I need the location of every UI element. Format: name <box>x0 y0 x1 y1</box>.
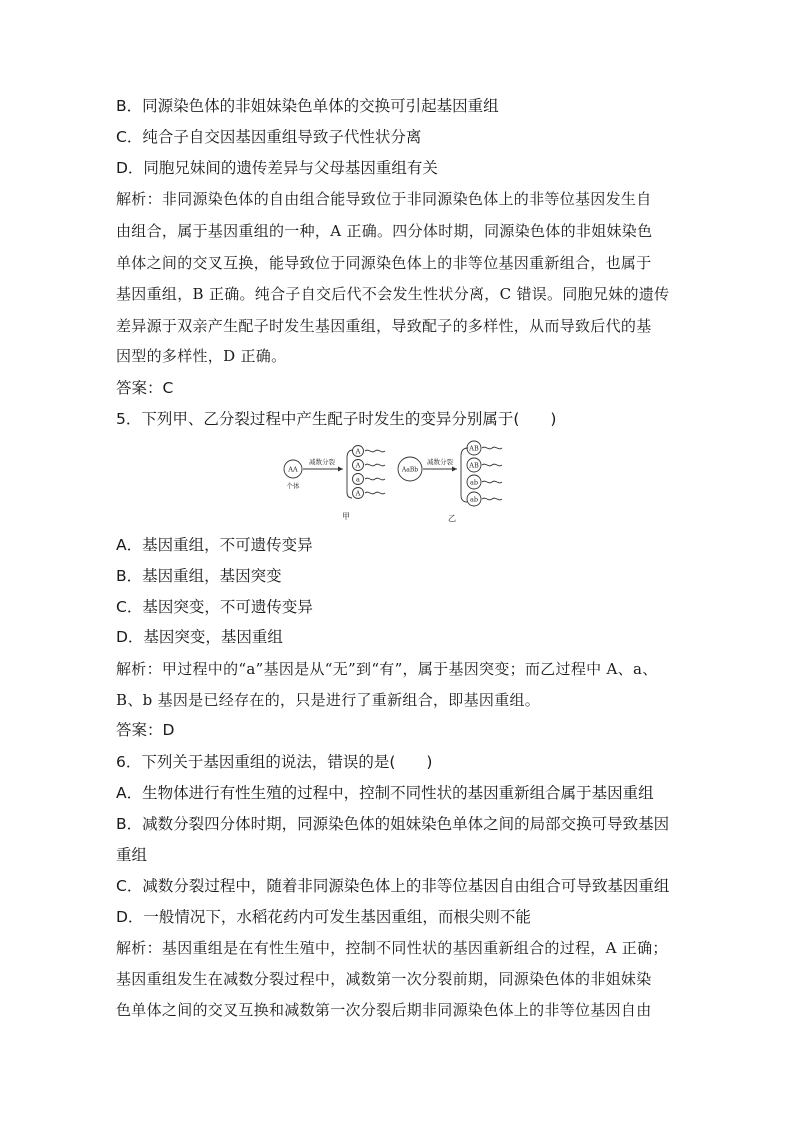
q4-analysis-line-5: 差异源于双亲产生配子时发生基因重组，导致配子的多样性，从而导致后代的基 <box>116 317 652 335</box>
q6-option-c: C．减数分裂过程中，随着非同源染色体上的非等位基因自由组合可导致基因重组 <box>116 877 670 895</box>
q5-stem: 5．下列甲、乙分裂过程中产生配子时发生的变异分别属于( ) <box>116 410 557 428</box>
right-tail-2 <box>482 464 502 466</box>
left-arrow-label: 减数分裂 <box>309 458 335 466</box>
q6-option-b-line-2: 重组 <box>116 846 148 864</box>
q6-option-b-line-1: B．减数分裂四分体时期，同源染色体的姐妹染色单体之间的局部交换可导致基因 <box>116 815 670 833</box>
q5-option-b: B．基因重组，基因突变 <box>116 567 282 585</box>
left-tail-1 <box>365 450 385 452</box>
q6-analysis-line-1 <box>116 938 668 958</box>
left-parent-label: 个体 <box>286 482 300 490</box>
left-tail-3 <box>365 478 385 480</box>
left-caption: 甲 <box>342 512 350 521</box>
q5-analysis-line-2: B、b 基因是已经存在的，只是进行了重新组合，即基因重组。 <box>116 691 541 709</box>
q4-analysis-line-6: 因型的多样性，D 正确。 <box>116 347 287 365</box>
q4-analysis-text-1: 非同源染色体的自由组合能导致位于非同源染色体上的非等位基因发生自 <box>161 190 652 208</box>
right-gamete-label-4: ab <box>469 495 479 504</box>
q6-analysis-label: 解析： <box>116 939 162 957</box>
q5-analysis-text-1: 甲过程中的“a”基因是从“无”到“有”，属于基因突变；而乙过程中 A、a、 <box>161 660 658 678</box>
right-arrow-label: 减数分裂 <box>427 458 453 466</box>
left-parent-genotype: AA <box>288 465 298 474</box>
right-tail-4 <box>482 498 502 500</box>
left-tail-4 <box>365 492 385 494</box>
q4-analysis-line-2: 由组合，属于基因重组的一种，A 正确。四分体时期，同源染色体的非姐妹染色 <box>116 222 653 240</box>
left-tail-2 <box>365 464 385 466</box>
q6-option-d: D．一般情况下，水稻花药内可发生基因重组，而根尖则不能 <box>116 908 531 926</box>
q4-option-c: C．纯合子自交因基因重组导致子代性状分离 <box>116 128 422 146</box>
q4-analysis-line-4: 基因重组，B 正确。纯合子自交后代不会发生性状分离，C 错误。同胞兄妹的遗传 <box>116 285 670 303</box>
q4-answer: 答案：C <box>116 379 174 397</box>
left-gamete-label-1: A <box>355 447 361 456</box>
q4-analysis-line-1 <box>116 189 652 209</box>
q6-analysis-line-3: 色单体之间的交叉互换和减数第一次分裂后期非同源染色体上的非等位基因自由 <box>116 1001 652 1019</box>
q6-stem: 6．下列关于基因重组的说法，错误的是( ) <box>116 753 433 771</box>
meiosis-diagram <box>276 440 526 524</box>
right-gamete-label-3: ab <box>469 478 479 487</box>
right-tail-3 <box>482 481 502 483</box>
q5-option-c: C．基因突变，不可遗传变异 <box>116 598 313 616</box>
right-gamete-label-1: AB <box>469 444 479 453</box>
q5-option-a: A．基因重组，不可遗传变异 <box>116 536 313 554</box>
q6-analysis-line-2: 基因重组发生在减数分裂过程中，减数第一次分裂前期，同源染色体的非姐妹染 <box>116 970 652 988</box>
left-gamete-label-2: A <box>355 461 361 470</box>
left-gamete-label-4: A <box>355 489 361 498</box>
q4-option-d: D．同胞兄妹间的遗传差异与父母基因重组有关 <box>116 159 438 177</box>
right-parent-genotype: AaBb <box>401 466 419 474</box>
q5-answer: 答案：D <box>116 721 175 739</box>
left-gamete-label-3: a <box>356 475 360 484</box>
q4-option-b: B．同源染色体的非姐妹染色单体的交换可引起基因重组 <box>116 97 499 115</box>
right-tail-1 <box>482 447 502 449</box>
q5-analysis-label: 解析： <box>116 660 162 678</box>
right-brace <box>461 448 468 502</box>
q5-option-d: D．基因突变，基因重组 <box>116 628 283 646</box>
right-gamete-label-2: AB <box>469 461 479 470</box>
q6-analysis-text-1: 基因重组是在有性生殖中，控制不同性状的基因重新组合的过程，A 正确； <box>161 939 668 957</box>
left-brace <box>347 450 353 498</box>
q5-analysis-line-1 <box>116 659 658 679</box>
q4-analysis-label: 解析： <box>116 190 162 208</box>
right-caption: 乙 <box>448 514 456 523</box>
q4-analysis-line-3: 单体之间的交叉互换，能导致位于同源染色体上的非等位基因重新组合，也属于 <box>116 254 652 272</box>
q6-option-a: A．生物体进行有性生殖的过程中，控制不同性状的基因重新组合属于基因重组 <box>116 784 654 802</box>
